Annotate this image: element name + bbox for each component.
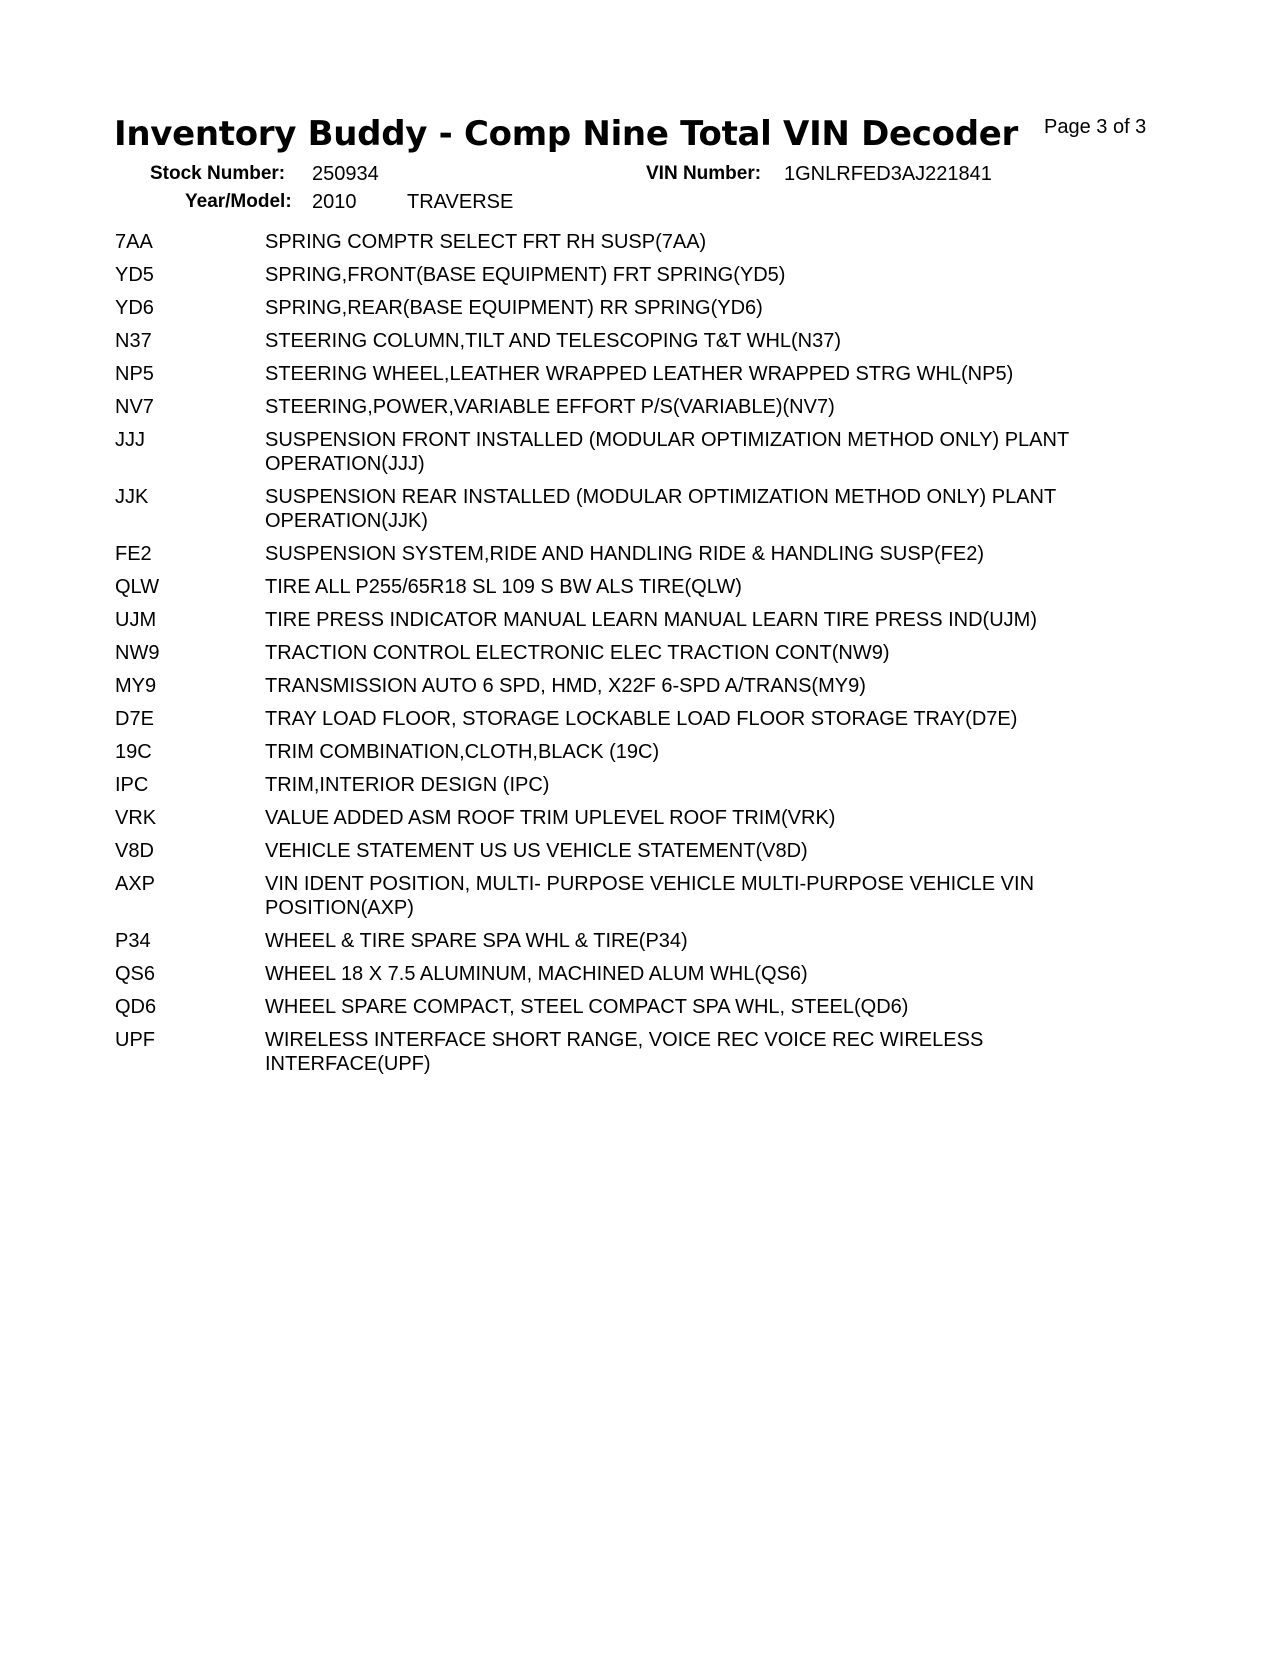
option-code: UPF	[115, 1029, 155, 1051]
option-description: WHEEL & TIRE SPARE SPA WHL & TIRE(P34)	[265, 930, 688, 952]
year-model-label: Year/Model:	[185, 191, 292, 212]
option-description: SPRING COMPTR SELECT FRT RH SUSP(7AA)	[265, 231, 707, 253]
option-description: STEERING,POWER,VARIABLE EFFORT P/S(VARIABLE)(NV7)	[265, 396, 835, 418]
option-description: VEHICLE STATEMENT US US VEHICLE STATEMENT(V8D)	[265, 840, 808, 862]
option-code: NP5	[115, 363, 154, 385]
option-code: NV7	[115, 396, 154, 418]
option-description: TRIM COMBINATION,CLOTH,BLACK (19C)	[265, 741, 660, 763]
option-description: TRIM,INTERIOR DESIGN (IPC)	[265, 774, 550, 796]
option-code: AXP	[115, 873, 156, 895]
option-code: 19C	[115, 741, 152, 763]
option-row	[115, 707, 1235, 731]
option-code: UJM	[115, 609, 157, 631]
option-description: VIN IDENT POSITION, MULTI- PURPOSE VEHICLE MULTI-PURPOSE VEHICLE VIN POSITION(AXP)	[265, 873, 1035, 919]
option-row	[115, 329, 1235, 353]
option-description: SUSPENSION FRONT INSTALLED (MODULAR OPTIMIZATION METHOD ONLY) PLANT OPERATION(JJJ)	[265, 429, 1069, 475]
option-code: IPC	[115, 774, 149, 796]
option-row	[115, 296, 1235, 320]
option-row	[115, 929, 1235, 953]
option-code: YD5	[115, 264, 154, 286]
option-code: JJJ	[115, 429, 145, 451]
option-code: QD6	[115, 996, 157, 1018]
option-code: D7E	[115, 708, 154, 730]
option-description: VALUE ADDED ASM ROOF TRIM UPLEVEL ROOF TRIM(VRK)	[265, 807, 836, 829]
option-code: P34	[115, 930, 151, 952]
option-code: QLW	[115, 576, 160, 598]
option-code: VRK	[115, 807, 157, 829]
page-number: Page 3 of 3	[1044, 116, 1147, 138]
page-title: Inventory Buddy - Comp Nine Total VIN Decoder	[114, 114, 1018, 154]
option-row	[115, 806, 1235, 830]
option-row	[115, 740, 1235, 764]
option-description: WHEEL 18 X 7.5 ALUMINUM, MACHINED ALUM WHL(QS6)	[265, 963, 808, 985]
option-description: SUSPENSION SYSTEM,RIDE AND HANDLING RIDE & HANDLING SUSP(FE2)	[265, 543, 985, 565]
option-code: FE2	[115, 543, 152, 565]
option-code: QS6	[115, 963, 156, 985]
option-description: SPRING,REAR(BASE EQUIPMENT) RR SPRING(YD6)	[265, 297, 763, 319]
year-value: 2010	[312, 191, 357, 213]
option-row	[115, 1028, 1235, 1076]
option-row	[115, 839, 1235, 863]
option-row	[115, 362, 1235, 386]
option-row	[115, 674, 1235, 698]
stock-number-label: Stock Number:	[150, 163, 286, 184]
option-description: STEERING COLUMN,TILT AND TELESCOPING T&T WHL(N37)	[265, 330, 842, 352]
model-value: TRAVERSE	[407, 191, 514, 213]
option-row	[115, 872, 1235, 920]
option-code-list	[115, 230, 1235, 1085]
option-description: TRANSMISSION AUTO 6 SPD, HMD, X22F 6-SPD A/TRANS(MY9)	[265, 675, 866, 697]
option-code: V8D	[115, 840, 154, 862]
option-description: WHEEL SPARE COMPACT, STEEL COMPACT SPA WHL, STEEL(QD6)	[265, 996, 909, 1018]
option-row	[115, 575, 1235, 599]
option-description: STEERING WHEEL,LEATHER WRAPPED LEATHER WRAPPED STRG WHL(NP5)	[265, 363, 1014, 385]
option-row	[115, 263, 1235, 287]
option-row	[115, 608, 1235, 632]
option-description: TIRE ALL P255/65R18 SL 109 S BW ALS TIRE(QLW)	[265, 576, 742, 598]
option-description: TIRE PRESS INDICATOR MANUAL LEARN MANUAL LEARN TIRE PRESS IND(UJM)	[265, 609, 1037, 631]
option-code: JJK	[115, 486, 149, 508]
option-row	[115, 641, 1235, 665]
option-description: WIRELESS INTERFACE SHORT RANGE, VOICE REC VOICE REC WIRELESS INTERFACE(UPF)	[265, 1029, 984, 1075]
option-row	[115, 962, 1235, 986]
option-code: N37	[115, 330, 152, 352]
option-description: SPRING,FRONT(BASE EQUIPMENT) FRT SPRING(YD5)	[265, 264, 786, 286]
option-row	[115, 773, 1235, 797]
vin-number-label: VIN Number:	[646, 163, 762, 184]
option-description: TRAY LOAD FLOOR, STORAGE LOCKABLE LOAD FLOOR STORAGE TRAY(D7E)	[265, 708, 1018, 730]
option-row	[115, 428, 1235, 476]
option-row	[115, 485, 1235, 533]
option-code: 7AA	[115, 231, 153, 253]
option-row	[115, 395, 1235, 419]
option-row	[115, 230, 1235, 254]
option-code: NW9	[115, 642, 160, 664]
option-code: YD6	[115, 297, 154, 319]
stock-number-value: 250934	[312, 163, 379, 185]
option-description: SUSPENSION REAR INSTALLED (MODULAR OPTIMIZATION METHOD ONLY) PLANT OPERATION(JJK)	[265, 486, 1056, 532]
option-code: MY9	[115, 675, 157, 697]
option-description: TRACTION CONTROL ELECTRONIC ELEC TRACTION CONT(NW9)	[265, 642, 890, 664]
option-row	[115, 995, 1235, 1019]
option-row	[115, 542, 1235, 566]
vin-number-value: 1GNLRFED3AJ221841	[784, 163, 992, 185]
